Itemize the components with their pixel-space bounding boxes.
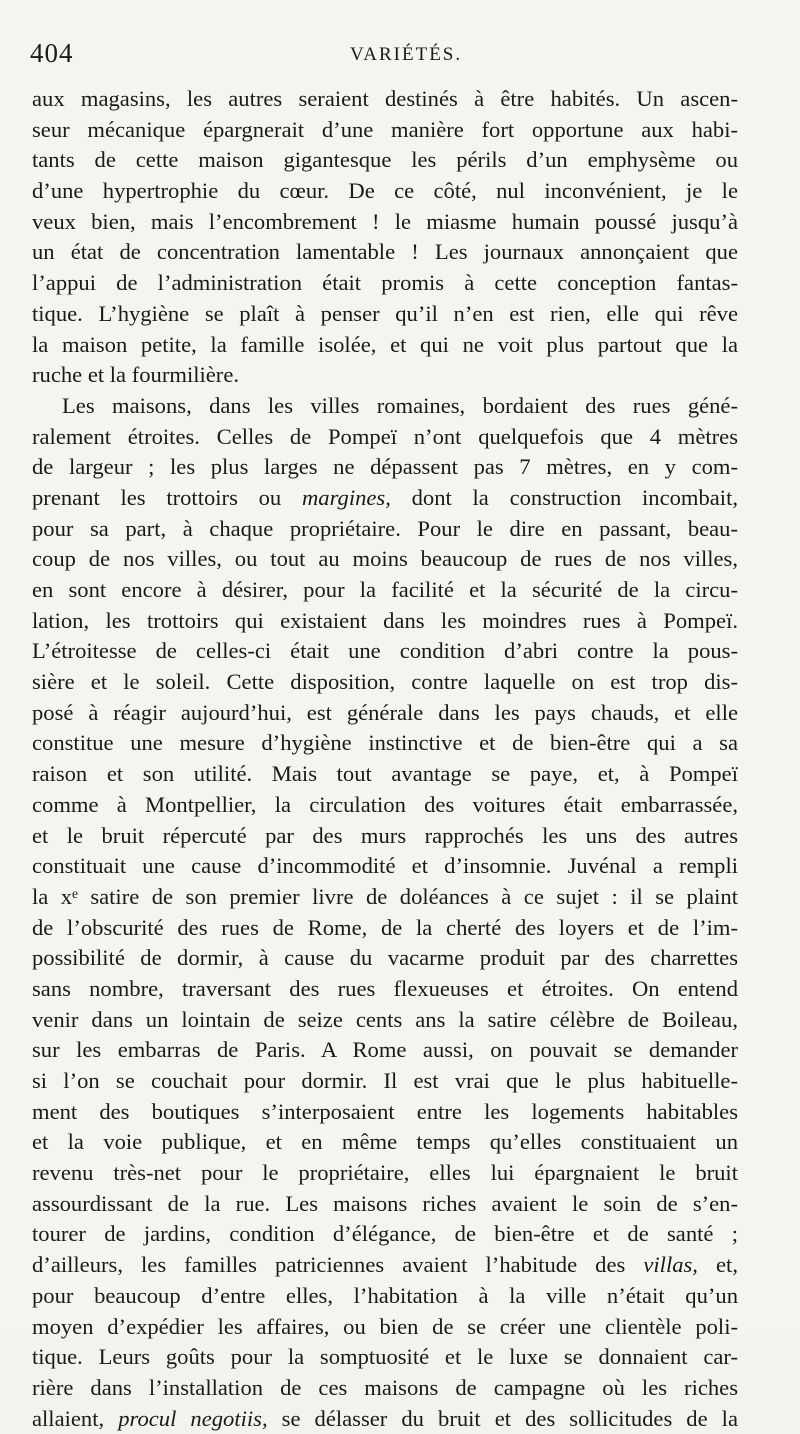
text-line: l’appui de l’administration était promis à cette conception fantas-	[32, 270, 738, 296]
text-run: dont la construction incombait,	[411, 484, 739, 510]
text-line: possibilité de dormir, à cause du vacarme produit par des charrettes	[32, 945, 738, 971]
text-line: ment des boutiques s’interposaient entre les logements habitables	[32, 1098, 738, 1124]
text-line: d’une hypertrophie du cœur. De ce côté, nul inconvénient, je le	[32, 178, 738, 204]
text-run: d’ailleurs, les familles patriciennes avaient l’habitude des	[32, 1252, 626, 1278]
text-line: sière et le soleil. Cette disposition, contre laquelle on est trop dis-	[32, 669, 738, 695]
italic-term: villas,	[643, 1252, 698, 1278]
text-line: comme à Montpellier, la circulation des voitures était embarrassée,	[32, 791, 738, 817]
italic-term: margines,	[301, 484, 391, 510]
text-run: prenant les trottoirs ou	[32, 484, 282, 510]
text-line: L’étroitesse de celles-ci était une condition d’abri contre la pous-	[32, 638, 738, 664]
text-line: un état de concentration lamentable ! Les journaux annonçaient que	[32, 239, 738, 265]
text-line: venir dans un lointain de seize cents ans la satire célèbre de Boileau,	[32, 1006, 738, 1032]
text-line: constitue une mesure d’hygiène instinctive et de bien-être qui a sa	[32, 730, 738, 756]
text-line: et la voie publique, et en même temps qu’elles constituaient un	[32, 1129, 738, 1155]
page-number: 404	[30, 38, 74, 68]
text-line: veux bien, mais l’encombrement ! le miasme humain poussé jusqu’à	[32, 208, 738, 234]
text-line: raison et son utilité. Mais tout avantage se paye, et, à Pompeï	[32, 761, 738, 787]
text-line	[32, 1404, 738, 1434]
text-line: tourer de jardins, condition d’élégance, de bien-être et de santé ;	[32, 1221, 738, 1247]
text-line: la xᵉ satire de son premier livre de doléances à ce sujet : il se plaint	[32, 883, 738, 909]
text-line: pour sa part, à chaque propriétaire. Pour le dire en passant, beau-	[32, 515, 738, 541]
text-line: sans nombre, traversant des rues flexueuses et étroites. On entend	[32, 975, 738, 1001]
text-line: coup de nos villes, ou tout au moins beaucoup de rues de nos villes,	[32, 546, 738, 572]
text-line	[32, 483, 738, 514]
text-line: la maison petite, la famille isolée, et qui ne voit plus partout que la	[32, 331, 738, 357]
text-line: tants de cette maison gigantesque les périls d’un emphysème ou	[32, 147, 738, 173]
text-line: rière dans l’installation de ces maisons de campagne où les riches	[32, 1374, 738, 1400]
text-line: de largeur ; les plus larges ne dépassent pas 7 mètres, en y com-	[32, 454, 738, 480]
running-head: VARIÉTÉS.	[350, 44, 463, 65]
text-line: aux magasins, les autres seraient destinés à être habités. Un ascen-	[32, 86, 738, 111]
text-line: si l’on se couchait pour dormir. Il est vrai que le plus habituelle-	[32, 1068, 738, 1093]
text-line: tique. L’hygiène se plaît à penser qu’il n’en est rien, elle qui rêve	[32, 300, 738, 326]
body-text	[32, 84, 738, 1434]
page-header	[30, 38, 770, 74]
text-line: seur mécanique épargnerait d’une manière fort opportune aux habi-	[32, 116, 738, 142]
text-run: se délasser du bruit et des sollicitudes de la	[281, 1405, 738, 1431]
text-line: et le bruit répercuté par des murs rapprochés les uns des autres	[32, 822, 738, 848]
text-line: pour beaucoup d’entre elles, l’habitation à la ville n’était qu’un	[32, 1282, 738, 1308]
text-line	[32, 1250, 738, 1281]
text-run: et,	[716, 1252, 738, 1278]
text-line: moyen d’expédier les affaires, ou bien de se créer une clientèle poli-	[32, 1313, 738, 1339]
text-run: allaient,	[32, 1405, 105, 1431]
text-line: ralement étroites. Celles de Pompeï n’ont quelquefois que 4 mètres	[32, 423, 738, 449]
text-line: assourdissant de la rue. Les maisons riches avaient le soin de s’en-	[32, 1190, 738, 1216]
text-line: de l’obscurité des rues de Rome, de la cherté des loyers et de l’im-	[32, 914, 738, 940]
text-line: sur les embarras de Paris. A Rome aussi, on pouvait se demander	[32, 1037, 738, 1063]
text-line: constituait une cause d’incommodité et d’insomnie. Juvénal a rempli	[32, 853, 738, 879]
text-line: lation, les trottoirs qui existaient dans les moindres rues à Pompeï.	[32, 607, 738, 633]
text-line: en sont encore à désirer, pour la facilité et la sécurité de la circu-	[32, 577, 738, 602]
text-line: ruche et la fourmilière.	[32, 362, 240, 388]
italic-term: procul negotiis,	[118, 1405, 268, 1431]
text-line: posé à réagir aujourd’hui, est générale dans les pays chauds, et elle	[32, 699, 738, 725]
text-line: revenu très-net pour le propriétaire, elles lui épargnaient le bruit	[32, 1160, 738, 1186]
text-line: tique. Leurs goûts pour la somptuosité et le luxe se donnaient car-	[32, 1344, 738, 1370]
text-line: Les maisons, dans les villes romaines, bordaient des rues géné-	[62, 392, 738, 418]
